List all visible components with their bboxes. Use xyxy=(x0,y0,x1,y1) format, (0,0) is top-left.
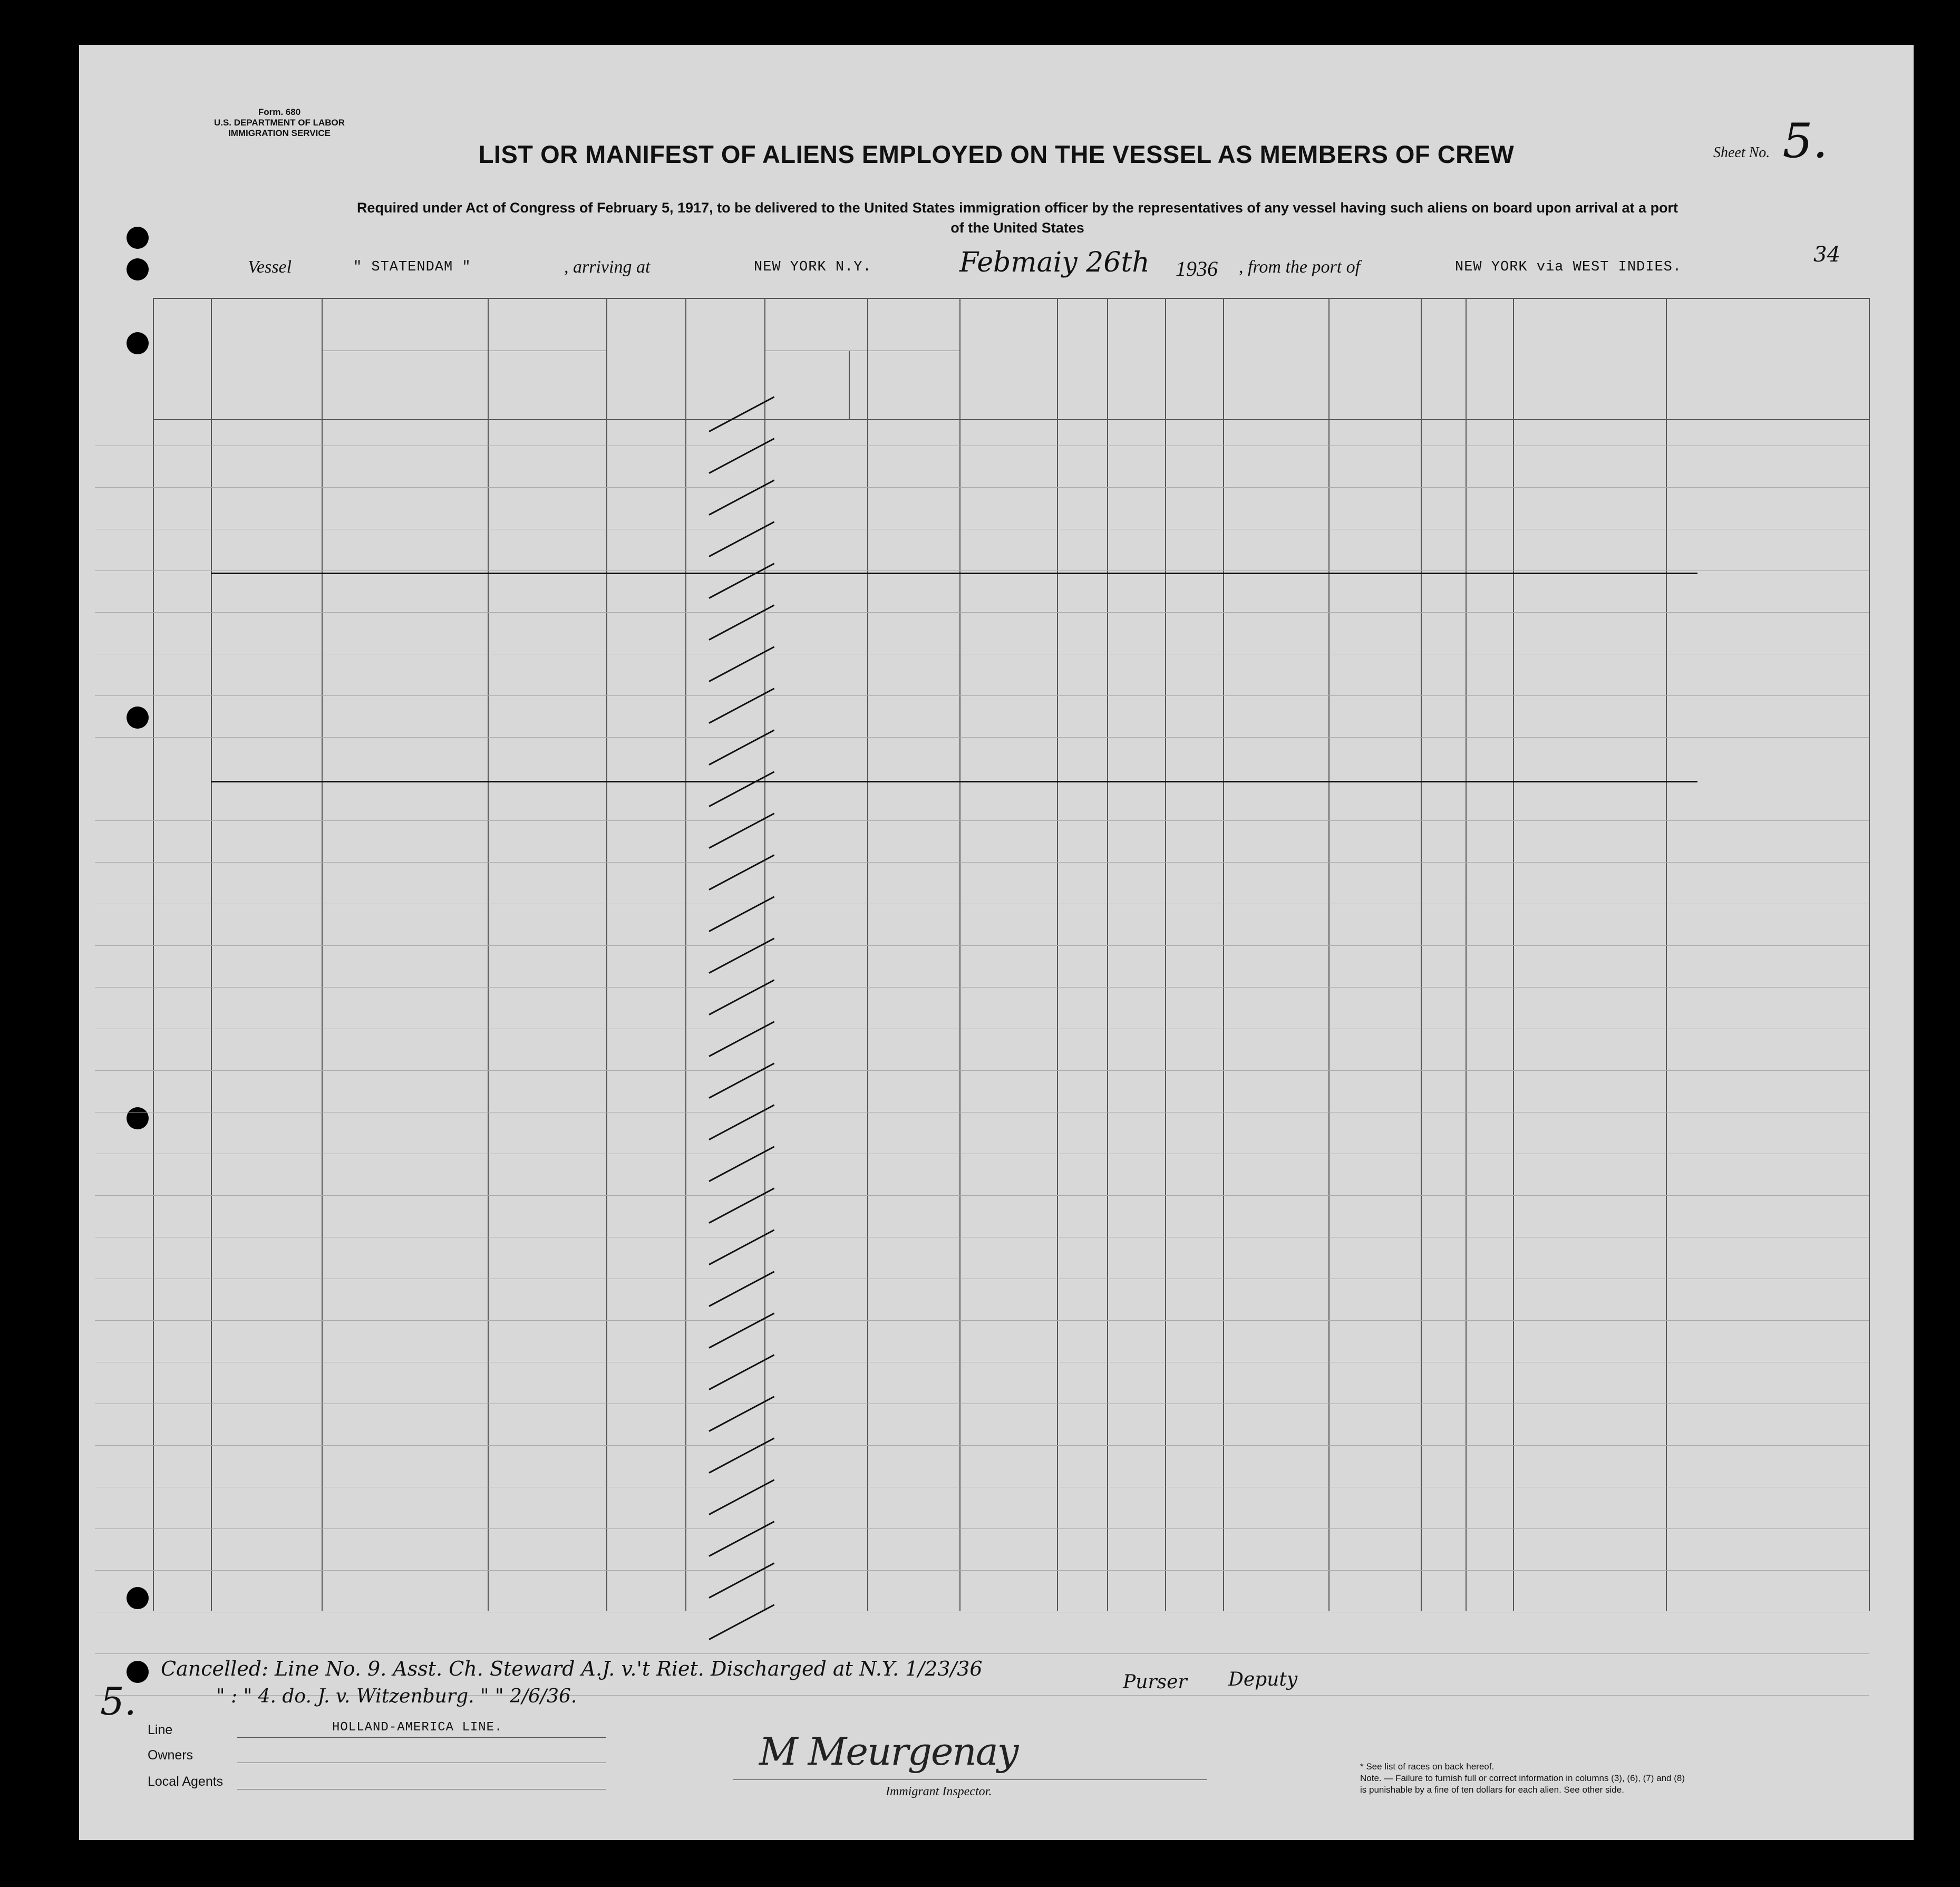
arrival-port: NEW YORK N.Y. xyxy=(754,259,872,275)
column-rule xyxy=(1869,298,1870,1611)
table-row xyxy=(79,675,1869,717)
arriving-label: , arriving at xyxy=(564,257,651,277)
fine-note-2: is punishable by a fine of ten dollars for each alien. See other side. xyxy=(1360,1785,1624,1795)
purser-note: Purser xyxy=(1123,1671,1187,1693)
line-rule xyxy=(237,1737,606,1738)
strikethrough-line xyxy=(211,573,1697,574)
table-row xyxy=(79,1134,1869,1175)
sheet-label: Sheet No. xyxy=(1713,144,1770,161)
signature-rule xyxy=(733,1779,1207,1780)
table-row xyxy=(79,592,1869,634)
table-row xyxy=(79,884,1869,925)
table-row xyxy=(79,550,1869,592)
table-row xyxy=(79,1467,1869,1508)
table-row xyxy=(79,1259,1869,1300)
arrival-year: 1936 xyxy=(1176,257,1218,280)
line-label: Line xyxy=(148,1723,173,1737)
table-row xyxy=(79,1383,1869,1425)
cancellation-note-1: Cancelled: Line No. 9. Asst. Ch. Steward A.J. v.'t Riet. Discharged at N.Y. 1/23/36 xyxy=(161,1657,983,1680)
header-bottom-rule xyxy=(153,419,1869,420)
table-row xyxy=(79,1300,1869,1342)
table-row xyxy=(79,1342,1869,1383)
table-row xyxy=(79,1592,1869,1633)
table-row xyxy=(79,467,1869,509)
races-note: * See list of races on back hereof. xyxy=(1360,1762,1495,1772)
sheet-number: 5. xyxy=(1782,113,1828,169)
table-row xyxy=(79,1009,1869,1050)
subtitle-line-1: Required under Act of Congress of February 5, 1917, to be delivered to the United States immigration officer by the representatives of any vessel having such aliens on board upon arrival at a port xyxy=(356,200,1678,216)
strikethrough-line xyxy=(211,781,1697,782)
deputy-note: Deputy xyxy=(1228,1669,1298,1690)
table-row xyxy=(79,425,1869,467)
table-row xyxy=(79,759,1869,800)
manifest-sheet xyxy=(79,45,1914,1840)
subtitle-line-2: of the United States xyxy=(950,220,1084,236)
table-row xyxy=(79,1092,1869,1134)
footer-notes xyxy=(1360,1761,1887,1796)
table-row xyxy=(79,634,1869,675)
from-port-label: , from the port of xyxy=(1239,257,1361,277)
vessel-label: Vessel xyxy=(248,257,292,277)
local-agents-label: Local Agents xyxy=(148,1774,224,1789)
owners-label: Owners xyxy=(148,1748,193,1763)
grid-top-rule xyxy=(153,298,1869,299)
subcolumn-rule xyxy=(849,351,850,419)
fine-note-1: Note. — Failure to furnish full or correct information in columns (3), (6), (7) and (8) xyxy=(1360,1773,1685,1783)
table-row xyxy=(79,717,1869,759)
inspector-label: Immigrant Inspector. xyxy=(886,1785,992,1798)
table-row xyxy=(79,1550,1869,1592)
sheet-mark: 5. xyxy=(100,1679,137,1724)
table-row xyxy=(79,925,1869,967)
table-row xyxy=(79,1175,1869,1217)
table-row xyxy=(79,1508,1869,1550)
table-row xyxy=(79,509,1869,550)
departure-port: NEW YORK via WEST INDIES. xyxy=(1455,259,1682,275)
department-name: U.S. DEPARTMENT OF LABOR xyxy=(214,118,345,128)
page-mark: 34 xyxy=(1813,243,1840,267)
table-row xyxy=(79,1217,1869,1259)
subcolumn-rule xyxy=(488,351,489,419)
table-row xyxy=(79,967,1869,1009)
vessel-name: " STATENDAM " xyxy=(353,259,471,275)
service-name: IMMIGRATION SERVICE xyxy=(228,128,331,138)
arrival-date: Febmaiy 26th xyxy=(959,247,1150,278)
inspector-signature: M Meurgenay xyxy=(759,1729,1018,1774)
table-row xyxy=(79,1050,1869,1092)
table-row xyxy=(79,800,1869,842)
form-number: Form. 680 xyxy=(258,107,301,117)
table-row xyxy=(79,842,1869,884)
table-row xyxy=(79,1425,1869,1467)
cancellation-note-2: " : " 4. do. J. v. Witzenburg. " " 2/6/36. xyxy=(216,1686,577,1707)
page-title: LIST OR MANIFEST OF ALIENS EMPLOYED ON THE VESSEL AS MEMBERS OF CREW xyxy=(478,140,1515,168)
line-value: HOLLAND-AMERICA LINE. xyxy=(332,1720,503,1735)
